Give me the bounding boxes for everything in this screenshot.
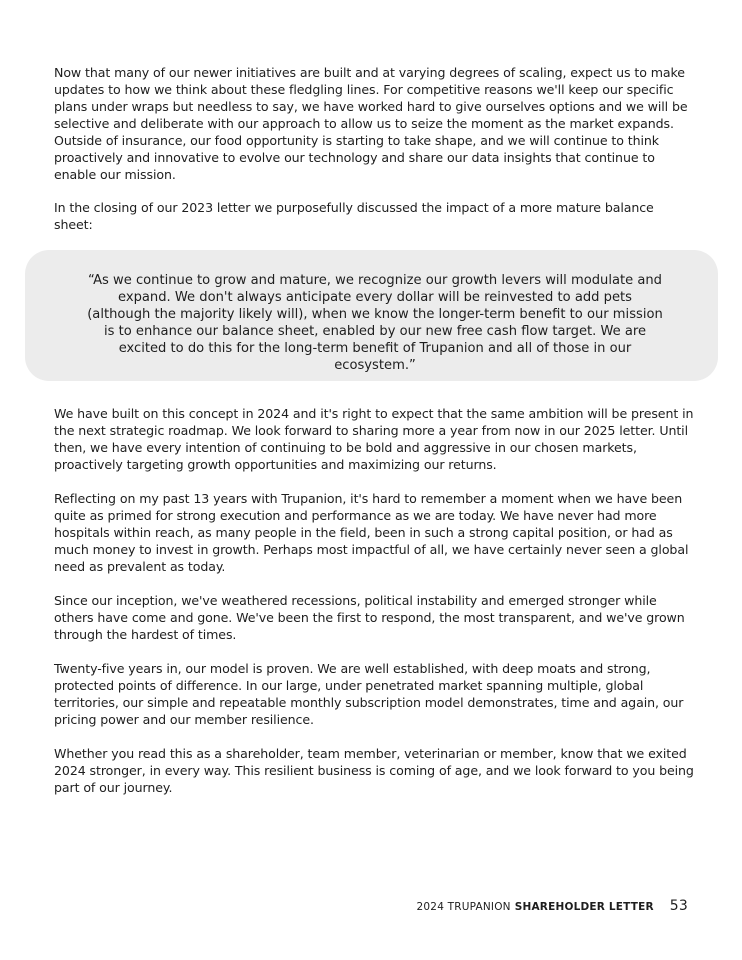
paragraph-2023-letter: In the closing of our 2023 letter we purposefully discussed the impact of a more mature balance sheet: — [54, 200, 654, 232]
pull-quote: “As we continue to grow and mature, we recognize our growth levers will modulate and expand. We don't always anticipate every dollar will be reinvested to add pets (although the majority likely will), when we know the longer-term benefit to our mission is to enhance our balance sheet, enabled by our new free cash flow target. We are excited to do this for the long-term benefit of Trupanion and all of those in our ecosystem.” — [87, 273, 663, 373]
quote-box — [25, 250, 718, 381]
paragraph-closing: Whether you read this as a shareholder, team member, veterinarian or member, know that we exited 2024 stronger, in every way. This resilient business is coming of age, and we look forward to you being part of our journey. — [54, 746, 694, 795]
paragraph-model-proven: Twenty-five years in, our model is proven. We are well established, with deep moats and strong, protected points of difference. In our large, under penetrated market spanning multiple, global territories, our simple and repeatable monthly subscription model demonstrates, time and again, our pricing power and our member resilience. — [54, 661, 684, 727]
paragraph-reflecting: Reflecting on my past 13 years with Trupanion, it's hard to remember a moment when we have been quite as primed for strong execution and performance as we are today. We have never had more hospitals within reach, as many people in the field, been in such a strong capital position, or had as much money to invest in growth. Perhaps most impactful of all, we have certainly never seen a global need as prevalent as today. — [54, 491, 689, 574]
footer-title: SHAREHOLDER LETTER — [514, 901, 654, 913]
paragraph-initiatives: Now that many of our newer initiatives are built and at varying degrees of scaling, expect us to make updates to how we think about these fledgling lines. For competitive reasons we'll keep our specific plans under wraps but needless to say, we have worked hard to give ourselves options and we will be selective and deliberate with our approach to allow us to seize the moment as the market expands. Outside of insurance, our food opportunity is starting to take shape, and we will continue to think proactively and innovative to evolve our technology and share our data insights that continue to enable our mission. — [54, 65, 688, 182]
paragraph-concept-2024: We have built on this concept in 2024 and it's right to expect that the same ambition will be present in the next strategic roadmap. We look forward to sharing more a year from now in our 2025 letter. Until then, we have every intention of continuing to be bold and aggressive in our chosen markets, proactively targeting growth opportunities and maximizing our returns. — [54, 406, 694, 472]
footer-prefix: 2024 TRUPANION — [416, 901, 511, 913]
paragraph-inception: Since our inception, we've weathered recessions, political instability and emerged stronger while others have come and gone. We've been the first to respond, the most transparent, and we've grown through the hardest of times. — [54, 593, 685, 642]
page-footer — [417, 898, 688, 914]
page-number: 53 — [669, 898, 688, 914]
